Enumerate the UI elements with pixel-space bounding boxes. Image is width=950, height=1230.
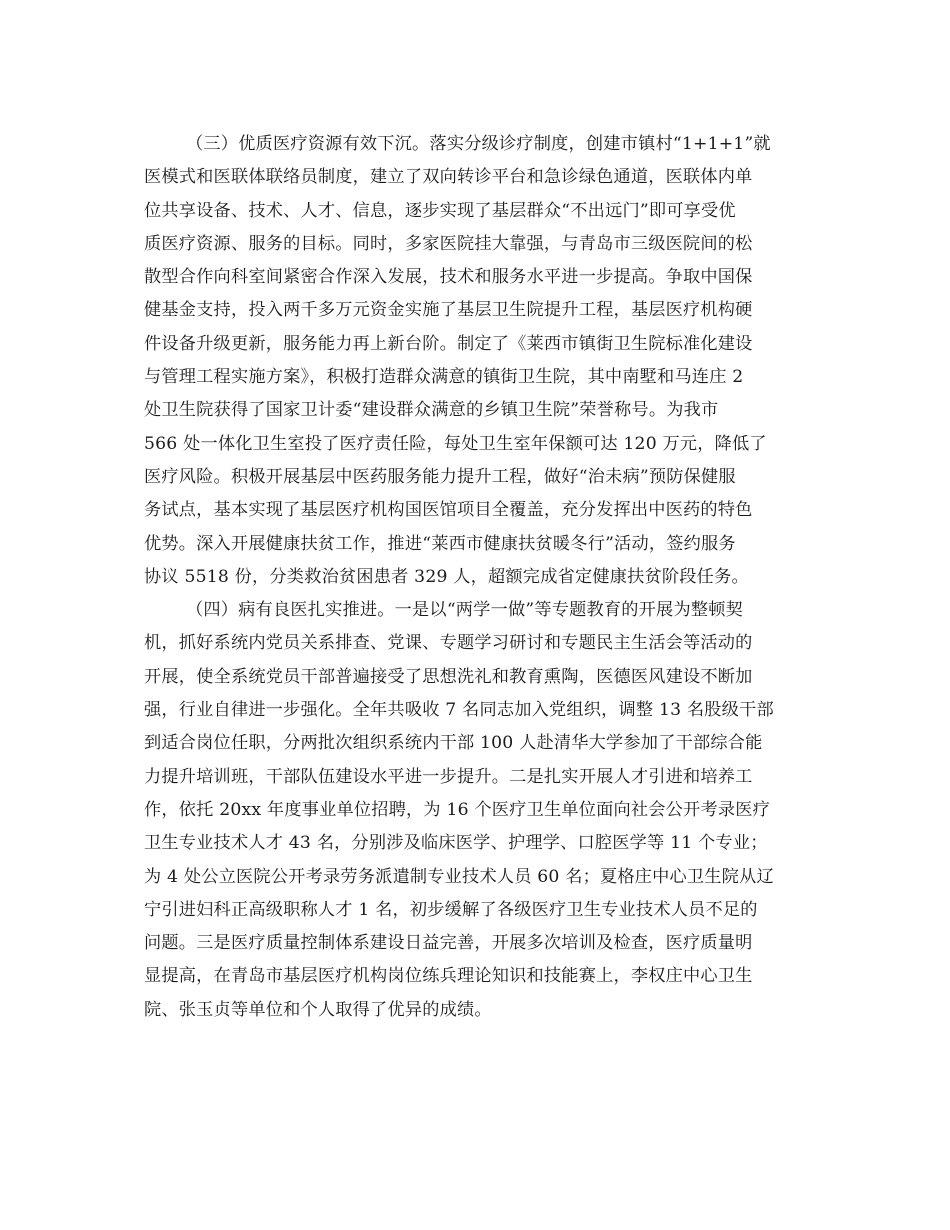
- paragraph-line: 作，依托 20xx 年度事业单位招聘，为 16 个医疗卫生单位面向社会公开考录医疗: [144, 799, 770, 820]
- paragraph-line: 协议 5518 份，分类救治贫困患者 329 人，超额完成省定健康扶贫阶段任务。: [144, 566, 749, 587]
- paragraph-line: 医模式和医联体联络员制度，建立了双向转诊平台和急诊绿色通道，医联体内单: [144, 167, 753, 188]
- paragraph-line: 质医疗资源、服务的目标。同时，多家医院挂大靠强，与青岛市三级医院间的松: [144, 233, 753, 254]
- paragraph-line: 为 4 处公立医院公开考录劳务派遣制专业技术人员 60 名；夏格庄中心卫生院从辽: [144, 866, 774, 887]
- paragraph-line: 健基金支持，投入两千多万元资金实施了基层卫生院提升工程，基层医疗机构硬: [144, 300, 753, 321]
- paragraph-line: 位共享设备、技术、人才、信息，逐步实现了基层群众“不出远门”即可享受优: [144, 200, 736, 221]
- paragraph-line: 问题。三是医疗质量控制体系建设日益完善，开展多次培训及检查，医疗质量明: [144, 933, 753, 954]
- paragraph-line: （三）优质医疗资源有效下沉。落实分级诊疗制度，创建市镇村“1+1+1”就: [186, 134, 771, 154]
- paragraph-line: 医疗风险。积极开展基层中医药服务能力提升工程，做好“治未病”预防保健服: [144, 466, 736, 487]
- paragraph-line: 开展，使全系统党员干部普遍接受了思想洗礼和教育熏陶，医德医风建设不断加: [144, 666, 753, 687]
- paragraph-line: 宁引进妇科正高级职称人才 1 名，初步缓解了各级医疗卫生专业技术人员不足的: [144, 899, 758, 920]
- paragraph-line: 机，抓好系统内党员关系排查、党课、专题学习研讨和专题民主生活会等活动的: [144, 633, 753, 654]
- paragraph-4-good-doctors: [144, 594, 824, 1027]
- paragraph-line: 强，行业自律进一步强化。全年共吸收 7 名同志加入党组织，调整 13 名股级干部: [144, 700, 774, 721]
- paragraph-line: 优势。深入开展健康扶贫工作，推进“莱西市健康扶贫暖冬行”活动，签约服务: [144, 533, 736, 554]
- paragraph-line: 处卫生院获得了国家卫计委“建设群众满意的乡镇卫生院”荣誉称号。为我市: [144, 400, 719, 421]
- paragraph-line: 院、张玉贞等单位和个人取得了优异的成绩。: [144, 999, 492, 1020]
- paragraph-line: 566 处一体化卫生室投了医疗责任险，每处卫生室年保额可达 120 万元，降低了: [144, 433, 767, 454]
- paragraph-line: 件设备升级更新，服务能力再上新台阶。制定了《莱西市镇街卫生院标准化建设: [144, 333, 753, 354]
- paragraph-line: 散型合作向科室间紧密合作深入发展，技术和服务水平进一步提高。争取中国保: [144, 267, 753, 288]
- paragraph-line: 卫生专业技术人才 43 名，分别涉及临床医学、护理学、口腔医学等 11 个专业；: [144, 833, 768, 854]
- paragraph-line: 务试点，基本实现了基层医疗机构国医馆项目全覆盖，充分发挥出中医药的特色: [144, 500, 753, 521]
- paragraph-line: 力提升培训班，干部队伍建设水平进一步提升。二是扎实开展人才引进和培养工: [144, 766, 753, 787]
- paragraph-line: 与管理工程实施方案》，积极打造群众满意的镇街卫生院，其中南墅和马连庄 2: [144, 367, 744, 388]
- paragraph-3-medical-resources: [144, 128, 824, 594]
- paragraph-line: 到适合岗位任职，分两批次组织系统内干部 100 人赴清华大学参加了干部综合能: [144, 733, 763, 754]
- paragraph-line: 显提高，在青岛市基层医疗机构岗位练兵理论知识和技能赛上，李权庄中心卫生: [144, 966, 753, 987]
- document-body: [144, 128, 824, 1027]
- paragraph-line: （四）病有良医扎实推进。一是以“两学一做”等专题教育的开展为整顿契: [186, 600, 743, 621]
